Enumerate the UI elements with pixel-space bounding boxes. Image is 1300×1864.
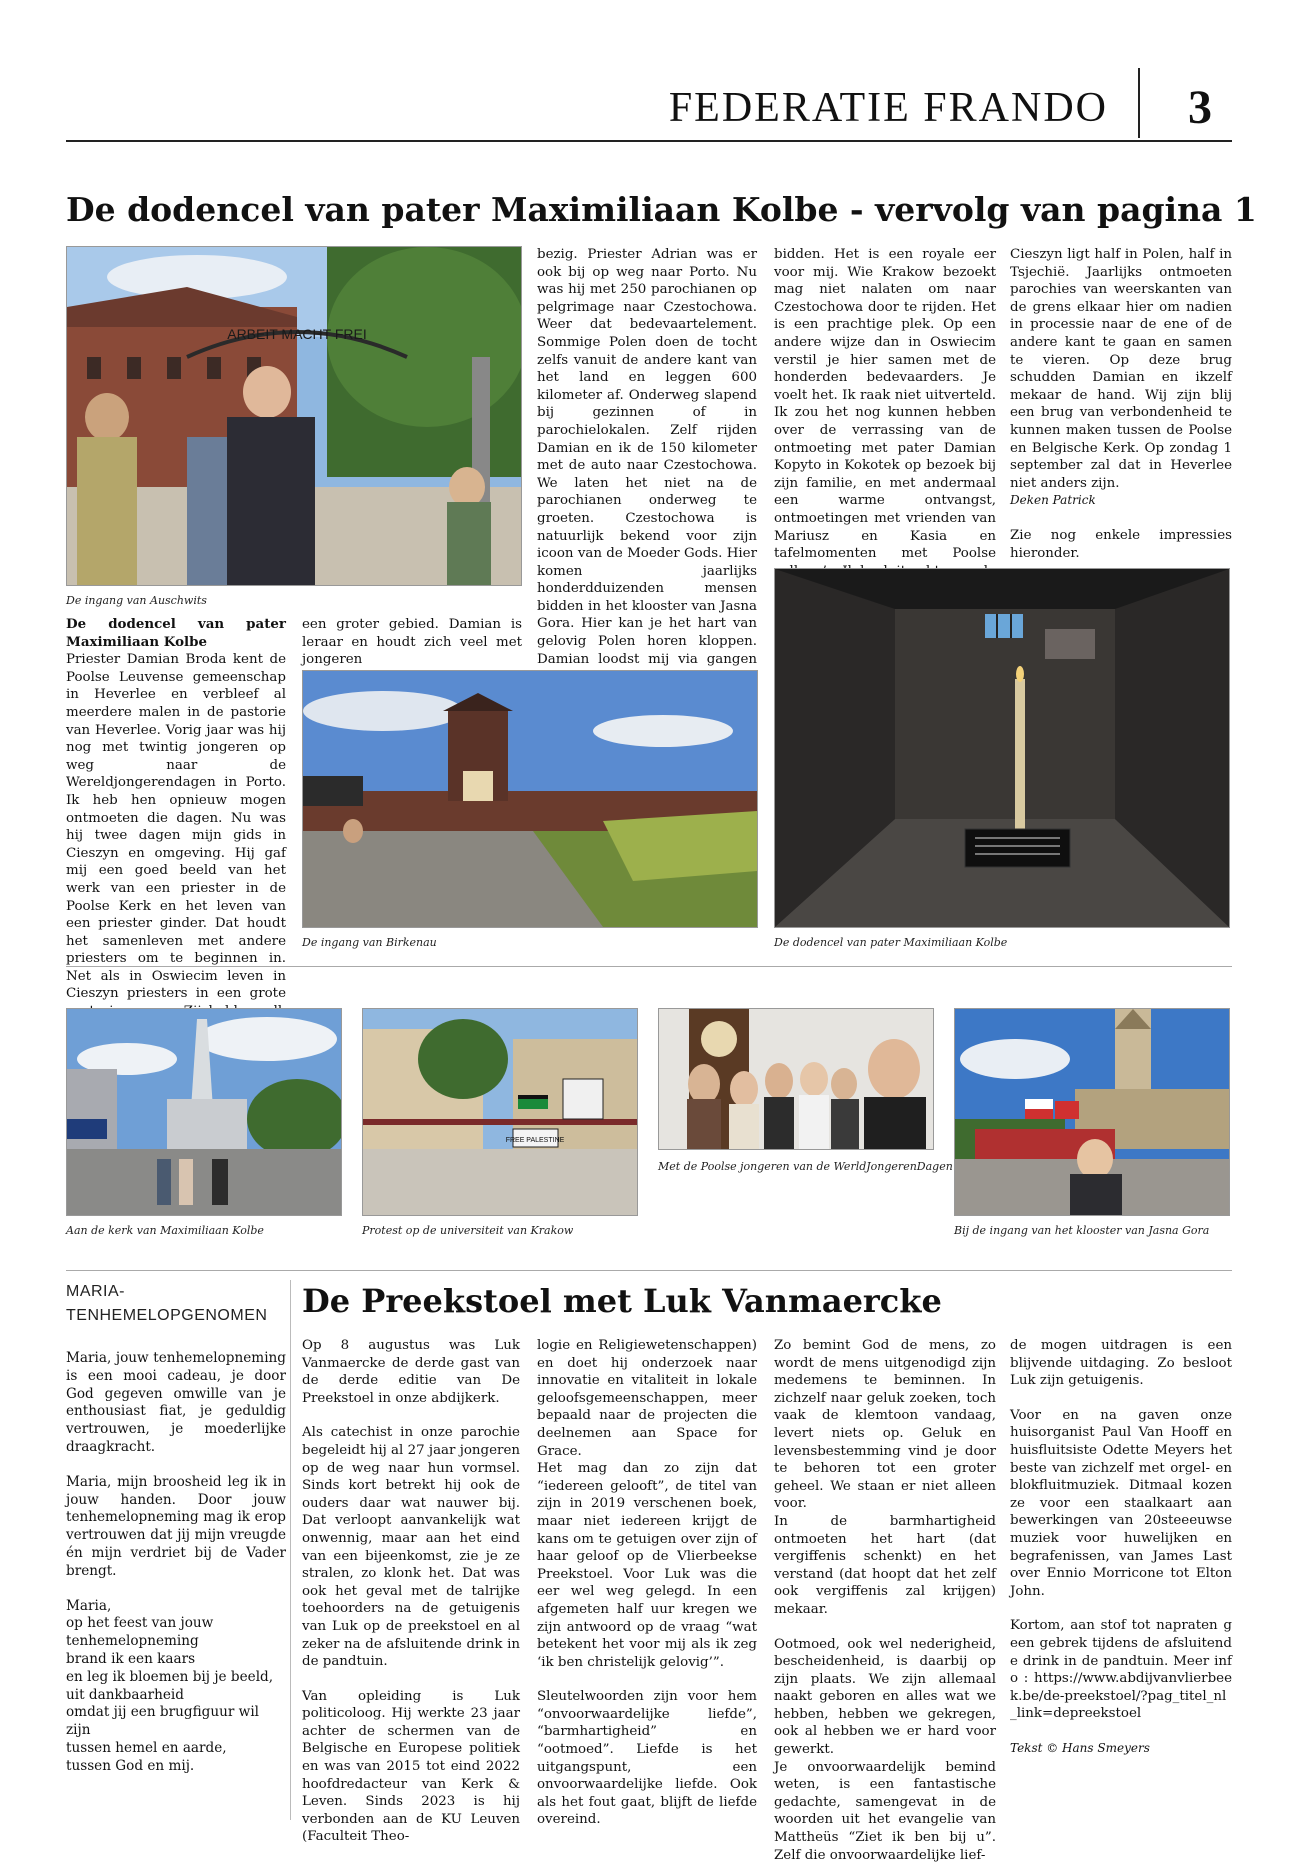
- masthead: [66, 58, 1232, 142]
- poem-line: Maria,: [66, 1597, 112, 1614]
- article2-col1-p1: Op 8 augustus was Luk Vanmaercke de derde gast van de derde editie van De Preekstoel in onze abdijkerk.: [302, 1338, 520, 1406]
- poem-line: en leg ik bloemen bij je beeld,: [66, 1668, 274, 1685]
- article2-col4-p1: de mogen uitdragen is een blijvende uitdaging. Zo besloot Luk zijn getuigenis.: [1010, 1338, 1232, 1389]
- article2-headline: De Preekstoel met Luk Vanmaercke: [302, 1282, 942, 1320]
- poem-line: tussen hemel en aarde,: [66, 1739, 227, 1756]
- article2-col1-p2: Als catechist in onze parochie begeleidt hij al 27 jaar jongeren op de weg naar hun vormsel. Sinds kort betrekt hij ook de ouders daar wat nauwer bij. Dat verloopt aanvankelijk wat onwennig, maar aan het eind van een bijeenkomst, zie je ze stralen, zo klonk het. Dat was ook het geval met de talrijke toehoorders na de getuigenis van Luk op de preekstoel en al zeker na de afsluitende drink in de pandtuin.: [302, 1425, 520, 1670]
- article2-col3-p2: In de barmhartigheid ontmoeten het hart (dat vergiffenis schenkt) en het verstand (dat hoopt dat het zelf ook vergiffenis zal krijgen) mekaar.: [774, 1513, 996, 1617]
- article2-col2-p2: Het mag dan zo zijn dat “iedereen gelooft”, de titel van zijn in 2019 verschenen boek, maar niet iedereen krijgt de kans om te getuigen over zijn of haar geloof op de Vlierbeekse Preekstoel. Voor Luk was die eer wel weg gelegd. In een afgemeten half uur kregen we zijn antwoord op de vraag “wat betekent het voor mij als ik zeg ‘ik ben christelijk gelovig’”.: [537, 1461, 757, 1670]
- poem-line: tussen God en mij.: [66, 1757, 195, 1774]
- poem-line: omdat jij een brugfiguur wil zijn: [66, 1704, 260, 1739]
- article1-column-2: [302, 616, 522, 669]
- photo-auschwitz-gate: [66, 246, 522, 586]
- poem-header-line1: MARIA-: [66, 1283, 125, 1300]
- poem-line: op het feest van jouw tenhemelopneming: [66, 1615, 214, 1650]
- article1-headline: De dodencel van pater Maximiliaan Kolbe - vervolg van pagina 1: [66, 190, 1257, 229]
- photo-polish-youth: [658, 1008, 934, 1150]
- poem-stanza-3: [66, 1598, 286, 1776]
- photo-birkenau-gate: [302, 670, 758, 928]
- poem-stanza-1: Maria, jouw tenhemelopneming is een mooi cadeau, je door God gegeven omwille van je enthousiast fiat, je geduldig vertrouwen, je moederlijke draagkracht.: [66, 1350, 286, 1455]
- poem-stanza-2: Maria, mijn broosheid leg ik in jouw handen. Door jouw tenhemelopneming mag ik erop vertrouwen dat jij mijn vreugde én mijn verdriet bij de Vader brengt.: [66, 1473, 286, 1579]
- article1-column-5: [1010, 246, 1232, 562]
- caption-death-cell: De dodencel van pater Maximiliaan Kolbe: [774, 936, 1008, 949]
- article2-col2-p1: logie en Religiewetenschappen) en doet hij onderzoek naar innovatie en vitaliteit in lokale geloofsgemeenschappen, meer bepaald naar de projecten die deelnemen aan Space for Grace.: [537, 1338, 757, 1459]
- section-divider: [66, 966, 1232, 967]
- article1-subheading: De dodencel van pater Maximiliaan Kolbe: [66, 616, 286, 650]
- article2-col1-p3: Van opleiding is Luk politicoloog. Hij werkte 23 jaar achter de schermen van de Belgische en Europese politiek en was van 2015 tot eind 2022 hoofdredacteur van Kerk & Leven. Sinds 2023 is hij verbonden aan de KU Leuven (Faculteit Theo-: [302, 1688, 520, 1845]
- article2-column-3: [774, 1337, 996, 1864]
- sidebar-divider: [290, 1280, 291, 1820]
- poem-body: [66, 1350, 286, 1793]
- poem-header: [66, 1280, 276, 1328]
- article1-col5-text: Cieszyn ligt half in Polen, half in Tsjechië. Jaarlijks ontmoeten parochies van weerskanten van de grens elkaar hier om nadien in processie naar de ene of de andere kant te gaan en samen te vieren. Op deze brug schudden Damian en ikzelf mekaar de hand. Wij zijn blij een brug van verbondenheid te kunnen maken tussen de Poolse en Belgische Kerk. Op zondag 1 september zal dat in Heverlee niet anders zijn.: [1010, 247, 1232, 491]
- article2-col4-p3: Kortom, aan stof tot napraten geen gebrek tijdens de afsluitende drink in de pandtuin. Meer info : https://www.abdijvanvlierbeek.be/de-preekstoel/?pag_titel_nl_link=depreekstoel: [1010, 1618, 1232, 1722]
- section-divider-2: [66, 1270, 1232, 1271]
- caption-birkenau: De ingang van Birkenau: [302, 936, 437, 949]
- gate-sign-text: ARBEIT MACHT FREI: [227, 326, 367, 342]
- article2-column-1: [302, 1337, 520, 1846]
- caption-jasna-gora: Bij de ingang van het klooster van Jasna Gora: [954, 1224, 1210, 1237]
- poem-line: uit dankbaarheid: [66, 1686, 184, 1703]
- photo-death-cell: [774, 568, 1230, 928]
- article2-col3-p1: Zo bemint God de mens, zo wordt de mens uitgenodigd zijn medemens te beminnen. In zichzelf naar geluk zoeken, toch vaak de klemtoon vandaag, levert niets op. Geluk en levensbestemming vind je door te behoren tot een groter geheel. We staan er niet alleen voor.: [774, 1338, 996, 1512]
- photo-jasna-gora-entrance: [954, 1008, 1230, 1216]
- article1-column-1: [66, 616, 286, 1038]
- article1-col4-text: bidden. Het is een royale eer voor mij. Wie Krakow bezoekt mag niet nalaten om naar Czestochowa door te rijden. Het is een prachtige plek. Op een andere wijze dan in Oswiecim verstil je hier samen met de honderden bedevaarders. Je voelt het. Ik raak niet uitverteld. Ik zou het nog kunnen hebben over de verrassing van de ontmoeting met pater Damian Kopyto in Kokotek op bezoek bij zijn familie, en met andermaal een warme ontvangst, ontmoetingen met vrienden van Mariusz en Kasia en tafelmomenten met Poolse: [774, 247, 996, 562]
- masthead-divider: [1138, 68, 1140, 138]
- photo-krakow-protest: [362, 1008, 638, 1216]
- caption-polish-youth: Met de Poolse jongeren van de WerldJongerenDagen: [658, 1160, 953, 1173]
- publication-title: FEDERATIE FRANDO: [668, 85, 1108, 131]
- caption-krakow-protest: Protest op de universiteit van Krakow: [362, 1224, 574, 1237]
- article2-col3-p4: Je onvoorwaardelijk bemind weten, is een fantastische gedachte, samengevat in de woorden uit het evangelie van Mattheüs “Ziet ik ben bij u”. Zelf die onvoorwaardelijke lief-: [774, 1759, 996, 1863]
- article2-column-2: [537, 1337, 757, 1829]
- article2-column-4: [1010, 1337, 1232, 1757]
- poem-line: brand ik een kaars: [66, 1650, 196, 1667]
- article2-credit: Tekst © Hans Smeyers: [1010, 1740, 1150, 1755]
- caption-kolbe-church: Aan de kerk van Maximiliaan Kolbe: [66, 1224, 264, 1237]
- article1-col1-text: Priester Damian Broda kent de Poolse Leuvense gemeenschap in Heverlee en verbleef al meerdere malen in de pastorie van Heverlee. Vorig jaar was hij nog met twintig jongeren op weg naar de Wereldjongerendagen in Porto. Ik heb hen opnieuw mogen ontmoeten die dagen. Nu was hij twee dagen mijn gids in Cieszyn en omgeving. Hij gaf mij een goed beeld van het werk van een priester in de Poolse Kerk en het leven van een priester ginder. Dat houdt het samenleven met andere priesters om te beginnen in. Net als in Oswiecim leven in Cieszyn priesters in een grote: [66, 652, 286, 1002]
- article1-col2-text: een groter gebied. Damian is leraar en houdt zich veel met jongeren: [302, 617, 522, 668]
- photo-kolbe-church: [66, 1008, 342, 1216]
- poem-header-line2: TENHEMELOPGENOMEN: [66, 1307, 268, 1324]
- article2-col3-p3: Ootmoed, ook wel nederigheid, bescheidenheid, is daarbij op zijn plaats. We zijn allemaal naakt geboren en alles wat we hebben, hebben we gekregen, ook al hebben we er hard voor gewerkt.: [774, 1636, 996, 1758]
- protest-sign-text: FREE PALESTINE: [505, 1137, 565, 1144]
- caption-auschwitz: De ingang van Auschwits: [66, 594, 207, 607]
- article1-col3-text: bezig. Priester Adrian was er ook bij op weg naar Porto. Nu was hij met 250 parochianen op pelgrimage naar Czestochowa. Weer dat bedevaartelement. Sommige Polen doen de tocht zelfs vanuit de andere kant van het land en leggen 600 kilometer af. Onderweg slapend bij gezinnen of in parochielokalen. Zelf rijden Damian en ik de 150 kilometer met de auto naar Czestochowa. We laten het niet na de parochianen onderweg te groeten. Czestochowa is natuurlijk bekend voor zijn icoon van de Moeder Gods. Hier komen jaarlijks honderdduizenden mensen bidden in het klooster van Jasna Gora. Hier kan je het hart van gelovig Polen horen kloppen. Damian loodst mij via gangen: [537, 247, 757, 667]
- article1-signature: Deken Patrick: [1010, 493, 1096, 508]
- page-number: 3: [1188, 81, 1212, 134]
- article2-col4-p2: Voor en na gaven onze huisorganist Paul Van Hooff en huisfluitsiste Odette Meyers het beste van zichzelf met orgel- en blokfluitmuziek. Ditmaal kozen ze voor een staalkaart aan bewerkingen van 20steeeuwse muziek voor huwelijken en begrafenissen, van James Last over Ennio Morricone tot Elton John.: [1010, 1407, 1232, 1599]
- article1-more-impressions: Zie nog enkele impressies hieronder.: [1010, 527, 1232, 561]
- article2-col2-p3: Sleutelwoorden zijn voor hem “onvoorwaardelijke liefde”, “barmhartigheid” en “ootmoed”. Liefde is het uitgangspunt, een onvoorwaardelijke liefde. Ook als het fout gaat, blijft de liefde overeind.: [537, 1689, 757, 1828]
